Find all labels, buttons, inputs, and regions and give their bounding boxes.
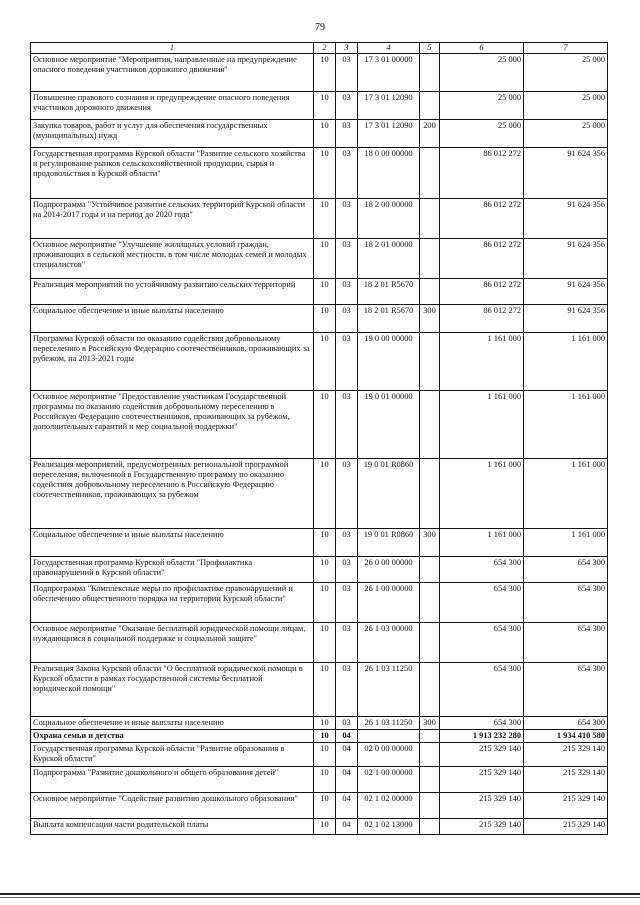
cell-amount-year1: 25 000 — [440, 120, 524, 148]
cell-amount-year2: 1 161 000 — [524, 391, 608, 459]
cell-target-code: 18 2 00 00000 — [358, 199, 420, 239]
cell-expense-type — [420, 623, 440, 663]
cell-expense-type — [420, 391, 440, 459]
header-cell: 1 — [31, 43, 314, 54]
cell-target-code: 26 1 03 00000 — [358, 623, 420, 663]
cell-amount-year2: 1 161 000 — [524, 529, 608, 557]
cell-name: Социальное обеспечение и иные выплаты населению — [31, 529, 314, 557]
cell-expense-type — [420, 279, 440, 305]
cell-expense-type — [420, 148, 440, 199]
cell-amount-year1: 1 161 000 — [440, 529, 524, 557]
cell-amount-year1: 1 161 000 — [440, 333, 524, 391]
cell-expense-type — [420, 819, 440, 835]
cell-section: 10 — [314, 743, 336, 767]
cell-name: Основное мероприятие "Оказание бесплатной юридической помощи лицам, нуждающимся в социальной поддержке и социальной защите" — [31, 623, 314, 663]
cell-subsection: 04 — [336, 743, 358, 767]
table-row — [31, 767, 608, 793]
cell-section: 10 — [314, 239, 336, 279]
cell-target-code: 19 0 01 00000 — [358, 391, 420, 459]
cell-name: Социальное обеспечение и иные выплаты населению — [31, 717, 314, 730]
cell-expense-type: 300 — [420, 305, 440, 333]
cell-amount-year2: 654 300 — [524, 557, 608, 583]
cell-amount-year1: 654 300 — [440, 623, 524, 663]
cell-amount-year2: 91 624 356 — [524, 239, 608, 279]
table-row — [31, 557, 608, 583]
cell-target-code: 18 2 01 R5670 — [358, 305, 420, 333]
cell-target-code: 17 3 01 12090 — [358, 120, 420, 148]
cell-amount-year1: 25 000 — [440, 92, 524, 120]
page-number: 79 — [315, 22, 325, 33]
table-row — [31, 54, 608, 92]
cell-amount-year2: 91 624 356 — [524, 279, 608, 305]
header-cell: 4 — [358, 43, 420, 54]
cell-target-code: 19 0 00 00000 — [358, 333, 420, 391]
cell-amount-year2: 215 329 140 — [524, 819, 608, 835]
table-row — [31, 793, 608, 819]
cell-expense-type — [420, 333, 440, 391]
cell-target-code: 17 3 01 12090 — [358, 92, 420, 120]
cell-target-code: 26 1 03 11250 — [358, 663, 420, 717]
header-cell: 2 — [314, 43, 336, 54]
table-row — [31, 717, 608, 730]
table-row — [31, 663, 608, 717]
cell-amount-year1: 25 000 — [440, 54, 524, 92]
cell-amount-year1: 215 329 140 — [440, 819, 524, 835]
cell-expense-type — [420, 557, 440, 583]
cell-target-code: 18 2 01 R5670 — [358, 279, 420, 305]
cell-expense-type — [420, 743, 440, 767]
cell-target-code — [358, 730, 420, 743]
cell-section: 10 — [314, 199, 336, 239]
table-row — [31, 279, 608, 305]
cell-amount-year2: 654 300 — [524, 717, 608, 730]
cell-target-code: 26 1 00 00000 — [358, 583, 420, 623]
cell-name: Программа Курской области по оказанию содействия добровольному переселению в Российскую Федерацию соотечественников, проживающих за рубежом, на 2013-2021 годы — [31, 333, 314, 391]
cell-subsection: 04 — [336, 730, 358, 743]
cell-section: 10 — [314, 793, 336, 819]
cell-subsection: 03 — [336, 305, 358, 333]
cell-name: Выплата компенсации части родительской платы — [31, 819, 314, 835]
cell-amount-year2: 91 624 356 — [524, 148, 608, 199]
cell-section: 10 — [314, 279, 336, 305]
cell-expense-type: 300 — [420, 529, 440, 557]
bottom-rule — [0, 893, 640, 895]
cell-section: 10 — [314, 730, 336, 743]
table-row — [31, 459, 608, 529]
cell-target-code: 02 1 02 13000 — [358, 819, 420, 835]
cell-name: Социальное обеспечение и иные выплаты населению — [31, 305, 314, 333]
cell-amount-year2: 215 329 140 — [524, 743, 608, 767]
table-row — [31, 623, 608, 663]
table-row — [31, 583, 608, 623]
cell-amount-year1: 654 300 — [440, 663, 524, 717]
cell-amount-year2: 25 000 — [524, 120, 608, 148]
table-row — [31, 199, 608, 239]
cell-amount-year1: 86 012 272 — [440, 199, 524, 239]
cell-name: Охрана семьи и детства — [31, 730, 314, 743]
cell-target-code: 26 1 03 11250 — [358, 717, 420, 730]
cell-name: Повышение правового сознания и предупреждение опасного поведения участников дорожного движения — [31, 92, 314, 120]
cell-amount-year2: 654 300 — [524, 663, 608, 717]
cell-amount-year1: 86 012 272 — [440, 239, 524, 279]
cell-subsection: 03 — [336, 239, 358, 279]
cell-subsection: 03 — [336, 623, 358, 663]
cell-amount-year1: 215 329 140 — [440, 793, 524, 819]
cell-name: Основное мероприятие "Улучшение жилищных условий граждан, проживающих в сельской местности, в том числе молодых семей и молодых специалистов" — [31, 239, 314, 279]
cell-section: 10 — [314, 767, 336, 793]
cell-amount-year2: 1 934 410 580 — [524, 730, 608, 743]
cell-subsection: 03 — [336, 199, 358, 239]
cell-amount-year2: 1 161 000 — [524, 333, 608, 391]
cell-target-code: 26 0 00 00000 — [358, 557, 420, 583]
cell-section: 10 — [314, 120, 336, 148]
cell-target-code: 19 0 01 R0860 — [358, 529, 420, 557]
table-row — [31, 92, 608, 120]
cell-target-code: 19 0 01 R0860 — [358, 459, 420, 529]
cell-amount-year1: 215 329 140 — [440, 743, 524, 767]
cell-amount-year2: 91 624 356 — [524, 199, 608, 239]
cell-subsection: 04 — [336, 819, 358, 835]
table-row — [31, 391, 608, 459]
cell-subsection: 03 — [336, 459, 358, 529]
table-row — [31, 730, 608, 743]
table-header-row — [31, 43, 608, 54]
cell-expense-type: 300 — [420, 717, 440, 730]
cell-name: Реализация Закона Курской области "О бесплатной юридической помощи в Курской области в рамках государственной системы бесплатной юридической помощи" — [31, 663, 314, 717]
cell-subsection: 03 — [336, 391, 358, 459]
cell-amount-year1: 654 300 — [440, 717, 524, 730]
table-row — [31, 529, 608, 557]
cell-expense-type — [420, 239, 440, 279]
header-cell: 5 — [420, 43, 440, 54]
cell-name: Государственная программа Курской области "Профилактика правонарушений в Курской области" — [31, 557, 314, 583]
cell-subsection: 03 — [336, 333, 358, 391]
cell-amount-year1: 86 012 272 — [440, 279, 524, 305]
cell-expense-type — [420, 459, 440, 529]
cell-amount-year2: 654 300 — [524, 623, 608, 663]
cell-amount-year1: 86 012 272 — [440, 305, 524, 333]
cell-name: Подпрограмма "Устойчивое развитие сельских территорий Курской области на 2014-2017 годы и на период до 2020 года" — [31, 199, 314, 239]
cell-amount-year1: 654 300 — [440, 557, 524, 583]
cell-subsection: 03 — [336, 663, 358, 717]
table-row — [31, 148, 608, 199]
cell-expense-type — [420, 583, 440, 623]
cell-amount-year1: 86 012 272 — [440, 148, 524, 199]
cell-amount-year2: 91 624 356 — [524, 305, 608, 333]
cell-section: 10 — [314, 92, 336, 120]
cell-subsection: 03 — [336, 54, 358, 92]
cell-section: 10 — [314, 583, 336, 623]
cell-name: Основное мероприятие "Мероприятия, направленные на предупреждение опасного поведения участников дорожного движения" — [31, 54, 314, 92]
budget-table — [30, 42, 608, 835]
cell-subsection: 03 — [336, 120, 358, 148]
cell-name: Закупка товаров, работ и услуг для обеспечения государственных (муниципальных) нужд — [31, 120, 314, 148]
cell-subsection: 03 — [336, 557, 358, 583]
cell-section: 10 — [314, 391, 336, 459]
cell-amount-year1: 215 329 140 — [440, 767, 524, 793]
table-body — [31, 54, 608, 835]
cell-section: 10 — [314, 148, 336, 199]
cell-subsection: 04 — [336, 767, 358, 793]
cell-section: 10 — [314, 557, 336, 583]
cell-name: Реализация мероприятий по устойчивому развитию сельских территорий — [31, 279, 314, 305]
cell-subsection: 03 — [336, 279, 358, 305]
cell-expense-type — [420, 92, 440, 120]
cell-target-code: 18 2 01 00000 — [358, 239, 420, 279]
cell-name: Подпрограмма "Развитие дошкольного и общего образования детей" — [31, 767, 314, 793]
cell-amount-year2: 1 161 000 — [524, 459, 608, 529]
cell-name: Государственная программа Курской области "Развитие образования в Курской области" — [31, 743, 314, 767]
cell-amount-year2: 654 300 — [524, 583, 608, 623]
cell-amount-year2: 25 000 — [524, 92, 608, 120]
header-cell: 7 — [524, 43, 608, 54]
cell-section: 10 — [314, 717, 336, 730]
cell-name: Государственная программа Курской области "Развитие сельского хозяйства и регулирование рынков сельскохозяйственной продукции, сырья и продовольствия в Курской области" — [31, 148, 314, 199]
cell-section: 10 — [314, 459, 336, 529]
cell-section: 10 — [314, 819, 336, 835]
cell-subsection: 03 — [336, 717, 358, 730]
cell-section: 10 — [314, 529, 336, 557]
cell-name: Подпрограмма "Комплексные меры по профилактике правонарушений и обеспечению общественного порядка на территории Курской области" — [31, 583, 314, 623]
cell-name: Основное мероприятие "Содействие развитию дошкольного образования" — [31, 793, 314, 819]
cell-amount-year2: 215 329 140 — [524, 793, 608, 819]
cell-amount-year1: 1 161 000 — [440, 459, 524, 529]
header-cell: 6 — [440, 43, 524, 54]
cell-expense-type — [420, 663, 440, 717]
cell-amount-year2: 215 329 140 — [524, 767, 608, 793]
cell-target-code: 02 1 00 00000 — [358, 767, 420, 793]
cell-expense-type — [420, 54, 440, 92]
cell-target-code: 18 0 00 00000 — [358, 148, 420, 199]
cell-target-code: 17 3 01 00000 — [358, 54, 420, 92]
cell-subsection: 03 — [336, 148, 358, 199]
cell-expense-type: 200 — [420, 120, 440, 148]
cell-expense-type — [420, 767, 440, 793]
cell-section: 10 — [314, 54, 336, 92]
cell-expense-type — [420, 793, 440, 819]
cell-name: Реализация мероприятий, предусмотренных региональной программой переселения, включенной в Государственную программу по оказанию содействия добровольному переселению в Российскую Федерацию соотечественников, проживающих за рубежом — [31, 459, 314, 529]
cell-section: 10 — [314, 333, 336, 391]
cell-subsection: 03 — [336, 529, 358, 557]
cell-amount-year1: 1 161 000 — [440, 391, 524, 459]
table-row — [31, 305, 608, 333]
cell-section: 10 — [314, 663, 336, 717]
cell-amount-year1: 654 300 — [440, 583, 524, 623]
cell-target-code: 02 0 00 00000 — [358, 743, 420, 767]
table-row — [31, 743, 608, 767]
header-cell: 3 — [336, 43, 358, 54]
table-row — [31, 239, 608, 279]
table-row — [31, 819, 608, 835]
cell-subsection: 03 — [336, 583, 358, 623]
cell-subsection: 03 — [336, 92, 358, 120]
cell-section: 10 — [314, 623, 336, 663]
cell-expense-type — [420, 199, 440, 239]
cell-target-code: 02 1 02 00000 — [358, 793, 420, 819]
cell-amount-year2: 25 000 — [524, 54, 608, 92]
cell-amount-year1: 1 913 232 280 — [440, 730, 524, 743]
cell-name: Основное мероприятие "Предоставление участникам Государственной программы по оказанию содействия добровольному переселению в Российскую Федерацию соотечественников, проживающих за рубежом, дополнительных гарантий и мер социальной поддержки" — [31, 391, 314, 459]
cell-subsection: 04 — [336, 793, 358, 819]
table-row — [31, 333, 608, 391]
bottom-rule-thin — [0, 897, 640, 898]
table-row — [31, 120, 608, 148]
cell-section: 10 — [314, 305, 336, 333]
cell-expense-type — [420, 730, 440, 743]
